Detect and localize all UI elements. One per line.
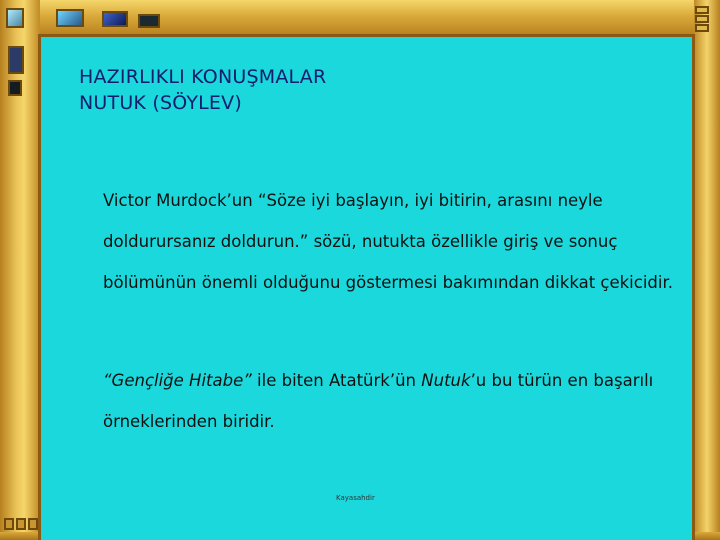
frame-ornament-icon	[4, 518, 14, 530]
paragraph-text-b: ’u bu türün en başarılı örneklerinden biridir.	[103, 371, 654, 431]
window-icon	[6, 8, 24, 28]
slide-title	[79, 64, 326, 116]
frame-inner-edge	[38, 34, 41, 540]
paragraph-murdock-quote: Victor Murdock’un “Söze iyi başlayın, iyi bitirin, arasını neyle doldurursanız doldurun.” sözü, nutukta özellikle giriş ve sonuç bölümünün önemli olduğunu göstermesi bakımından dikkat çekicidir.	[103, 191, 673, 292]
picture-icon	[56, 9, 84, 27]
monitor-icon	[102, 11, 128, 27]
title-line-1: HAZIRLIKLI KONUŞMALAR	[79, 66, 327, 88]
nutuk-word: Nutuk	[421, 371, 471, 390]
frame-ornament-icon	[695, 24, 709, 32]
frame-ornament-icon	[695, 6, 709, 14]
frame-ornament-icon	[16, 518, 26, 530]
paragraph-nutuk	[103, 360, 678, 442]
frame-ornament-icon	[695, 15, 709, 23]
frame-right	[694, 0, 720, 540]
screen-icon	[8, 80, 22, 96]
book-icon	[8, 46, 24, 74]
frame-inner-edge	[40, 34, 694, 37]
display-icon	[138, 14, 160, 28]
quote-genclige-hitabe: “Gençliğe Hitabe”	[103, 371, 252, 390]
frame-ornament-icon	[28, 518, 38, 530]
frame-inner-edge	[692, 34, 695, 540]
footer-author: Kayasahdir	[336, 494, 375, 502]
title-line-2: NUTUK (SÖYLEV)	[79, 92, 242, 114]
paragraph-text-a: ile biten Atatürk’ün	[251, 371, 422, 390]
